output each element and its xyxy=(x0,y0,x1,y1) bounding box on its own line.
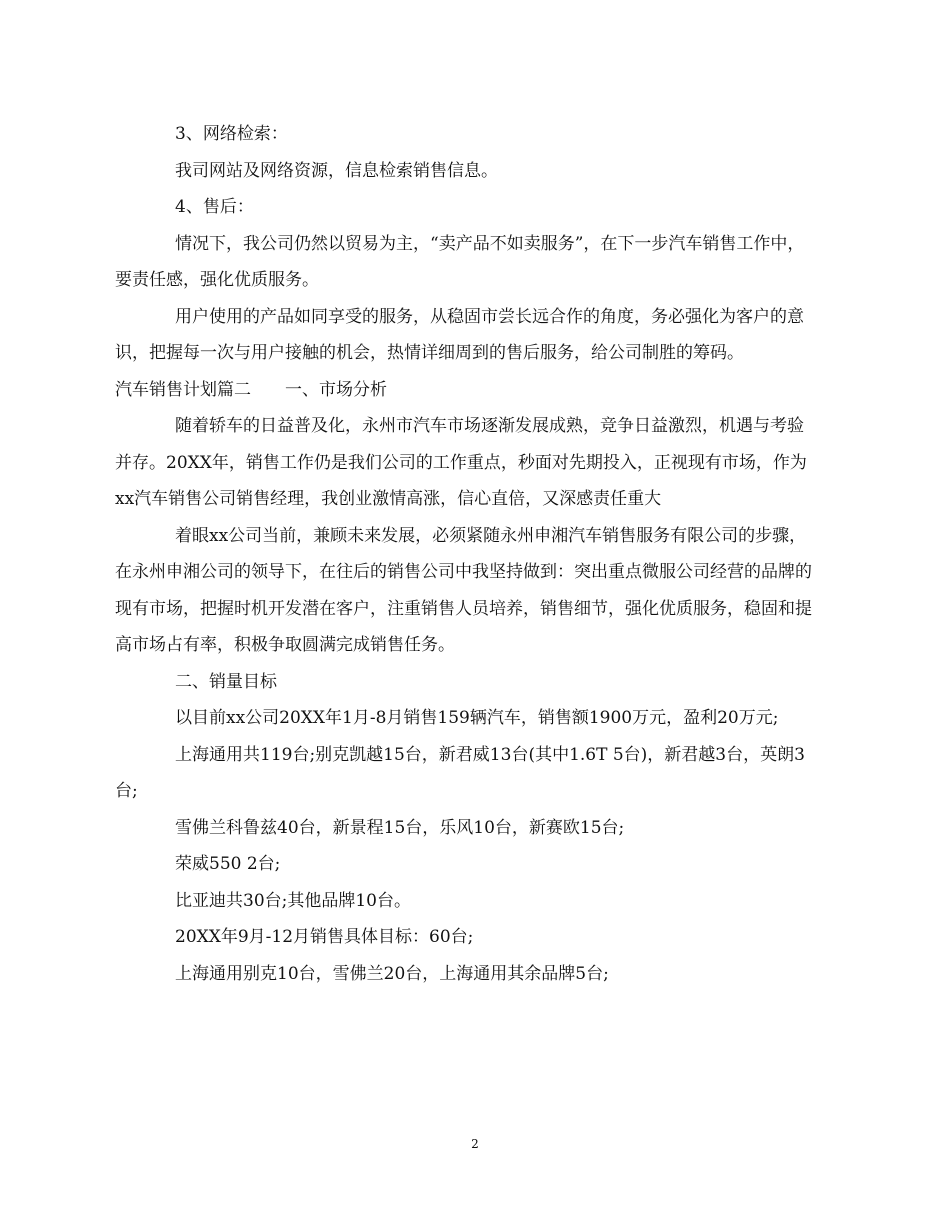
paragraph: 雪佛兰科鲁兹40台，新景程15台，乐风10台，新赛欧15台; xyxy=(175,817,625,838)
paragraph: 荣威550 2台; xyxy=(175,854,281,874)
paragraph: 上海通用共119台;别克凯越15台，新君威13台(其中1.6T 5台)，新君越3台，英朗3台; xyxy=(115,744,805,801)
paragraph: 我司网站及网络资源，信息检索销售信息。 xyxy=(175,160,498,181)
paragraph: 4、售后： xyxy=(175,197,254,217)
paragraph: 情况下，我公司仍然以贸易为主，“卖产品不如卖服务”，在下一步汽车销售工作中，要责任感，强化优质服务。 xyxy=(115,233,805,290)
section-heading: 汽车销售计划篇二 一、市场分析 xyxy=(115,379,387,400)
page-number: 2 xyxy=(471,1137,479,1151)
paragraph: 上海通用别克10台，雪佛兰20台，上海通用其余品牌5台; xyxy=(175,963,609,984)
paragraph: 着眼xx公司当前，兼顾未来发展，必须紧随永州申湘汽车销售服务有限公司的步骤，在永州申湘公司的领导下，在往后的销售公司中我坚持做到：突出重点微服公司经营的品牌的现有市场，把握时机开发潜在客户，注重销售人员培养，销售细节，强化优质服务，稳固和提高市场占有率，积极争取圆满完成销售任务。 xyxy=(115,525,812,655)
paragraph: 二、销量目标 xyxy=(175,671,277,692)
paragraph: 3、网络检索： xyxy=(175,124,288,144)
paragraph: 用户使用的产品如同享受的服务，从稳固市尝长远合作的角度，务必强化为客户的意识，把握每一次与用户接触的机会，热情详细周到的售后服务，给公司制胜的筹码。 xyxy=(115,306,804,363)
paragraph: 比亚迪共30台;其他品牌10台。 xyxy=(175,890,411,911)
paragraph: 随着轿车的日益普及化，永州市汽车市场逐渐发展成熟，竞争日益激烈，机遇与考验并存。20XX年，销售工作仍是我们公司的工作重点，秒面对先期投入，正视现有市场，作为xx汽车销售公司销售经理，我创业激情高涨，信心直倍，又深感责任重大 xyxy=(115,416,807,509)
document-body xyxy=(115,116,815,992)
paragraph: 以目前xx公司20XX年1月-8月销售159辆汽车，销售额1900万元，盈利20万元; xyxy=(175,708,779,728)
paragraph: 20XX年9月-12月销售具体目标：60台; xyxy=(175,927,474,947)
